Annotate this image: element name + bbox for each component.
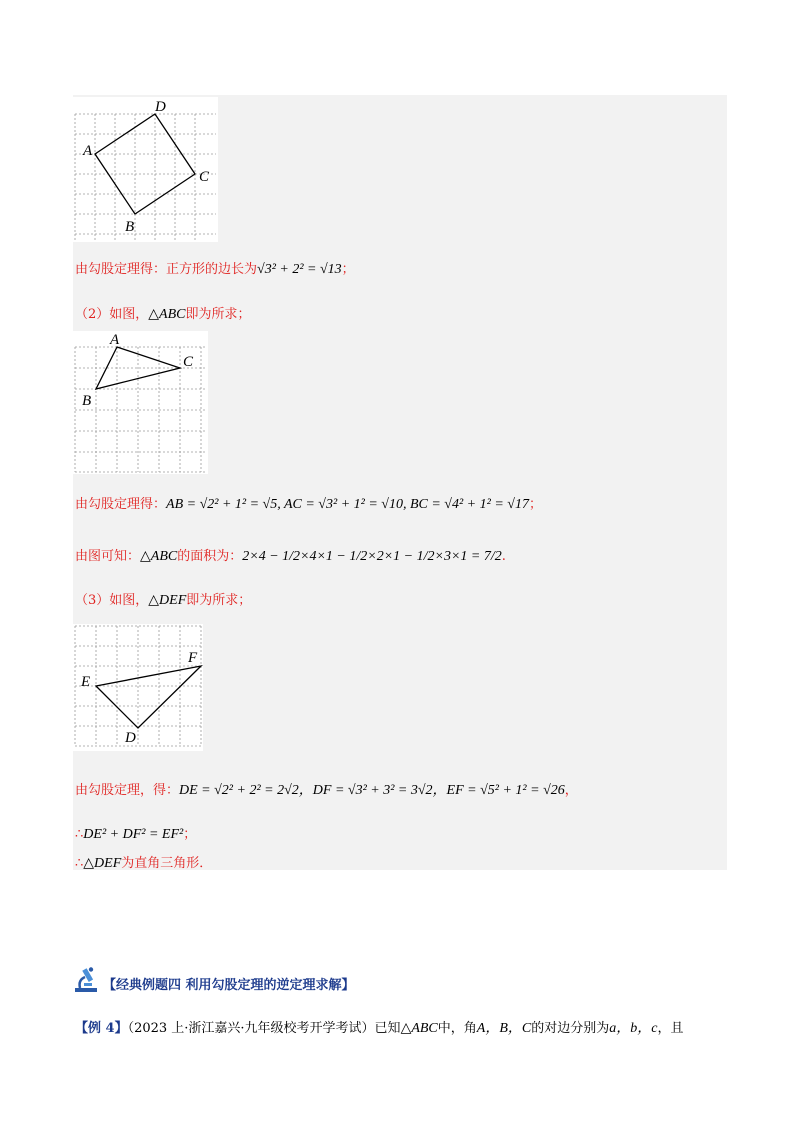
triangle-def-figure [73, 624, 203, 751]
example-4: 【例 4】（2023 上·浙江嘉兴·九年级校考开学考试）已知△ABC中，角A，B，C的对边分别为a，b，c，且 [75, 1021, 684, 1036]
label-a: A [110, 332, 120, 348]
example-tag: 【例 4】 [75, 1021, 128, 1036]
label-e: E [81, 674, 91, 690]
triangle-abc-figure [73, 331, 208, 474]
line-4: 由图可知：△ABC的面积为：2×4 − 1/2×4×1 − 1/2×2×1 − 1/2×3×1 = 7/2. [75, 549, 506, 564]
label-f: F [188, 650, 198, 666]
line-8: ∴△DEF为直角三角形． [75, 856, 213, 871]
label-a: A [83, 143, 93, 159]
label-c: C [183, 354, 194, 370]
label-d: D [155, 99, 166, 115]
label-b: B [82, 393, 92, 409]
label-d: D [125, 730, 136, 746]
section-heading: 【经典例题四 利用勾股定理的逆定理求解】 [103, 978, 355, 993]
line-3: 由勾股定理得：AB = √2² + 1² = √5, AC = √3² + 1² = √10, BC = √4² + 1² = √17； [75, 497, 542, 512]
line-6: 由勾股定理，得：DE = √2² + 2² = 2√2，DF = √3² + 3² = 3√2，EF = √5² + 1² = √26， [75, 783, 578, 798]
square-grid-figure [73, 97, 218, 242]
label-c: C [199, 169, 210, 185]
line-5: （3）如图，△DEF即为所求； [75, 593, 252, 608]
line-1: 由勾股定理得：正方形的边长为√3² + 2² = √13； [75, 262, 355, 277]
line-7: ∴DE² + DF² = EF²； [75, 827, 197, 842]
line-2: （2）如图，△ABC即为所求； [75, 307, 251, 322]
label-b: B [125, 219, 135, 235]
microscope-icon [72, 966, 100, 994]
